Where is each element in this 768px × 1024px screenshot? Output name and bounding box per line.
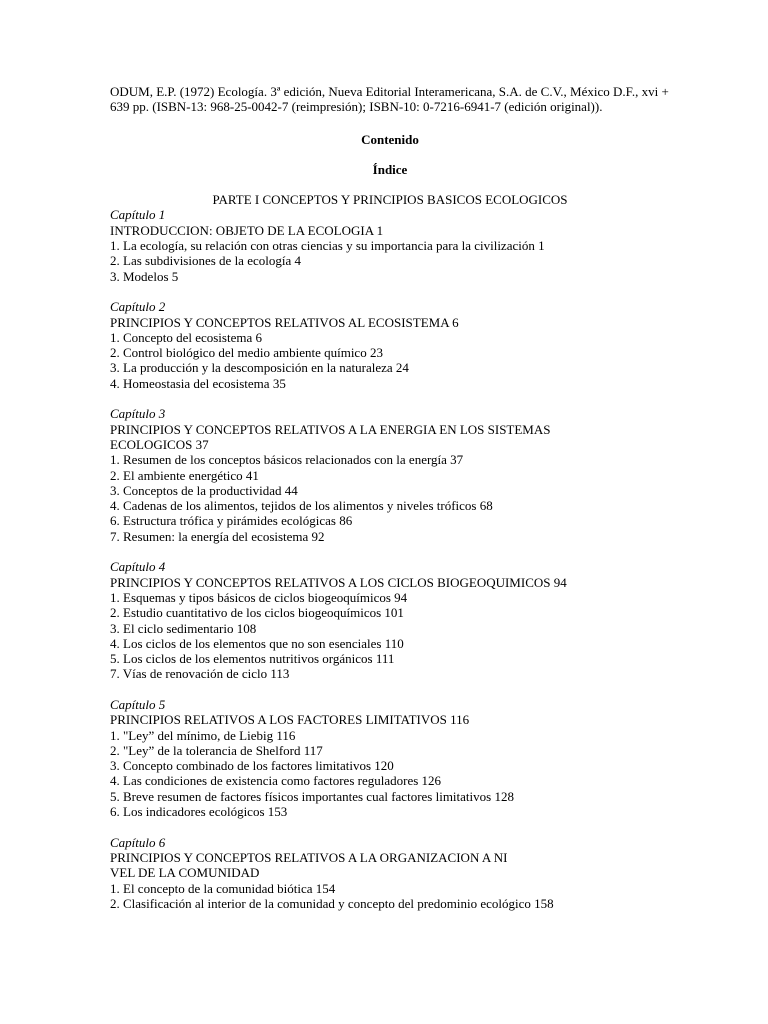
section-item: 5. Breve resumen de factores físicos importantes cual factores limitativos 128 [110, 788, 514, 804]
chapter-list [110, 207, 670, 911]
section-item: 4. Los ciclos de los elementos que no son esenciales 110 [110, 635, 404, 651]
section-item: 6. Estructura trófica y pirámides ecológicas 86 [110, 513, 353, 529]
chapter-title-line: PRINCIPIOS Y CONCEPTOS RELATIVOS AL ECOSISTEMA 6 [110, 314, 459, 330]
chapter-title [110, 575, 670, 590]
chapter-title [110, 850, 670, 881]
chapter-label: Capítulo 4 [110, 559, 166, 575]
chapter-title [110, 422, 670, 453]
chapter-block [110, 559, 670, 681]
chapter-title [110, 712, 670, 727]
chapter-block [110, 697, 670, 819]
section-list [110, 881, 670, 912]
section-list [110, 238, 670, 284]
section-item: 1. La ecología, su relación con otras ciencias y su importancia para la civilización 1 [110, 238, 545, 254]
chapter-title-line: VEL DE LA COMUNIDAD [110, 865, 260, 881]
section-item: 1. Esquemas y tipos básicos de ciclos biogeoquímicos 94 [110, 589, 408, 605]
chapter-label: Capítulo 6 [110, 834, 166, 850]
section-list [110, 330, 670, 391]
chapter-block [110, 835, 670, 911]
section-list [110, 728, 670, 820]
chapter-label: Capítulo 2 [110, 299, 166, 315]
contenido-heading: Contenido [361, 131, 419, 147]
bibliographic-reference: ODUM, E.P. (1972) Ecología. 3ª edición, Nueva Editorial Interamericana, S.A. de C.V., México D.F., xvi + 639 pp. (ISBN-13: 968-25-0042-7 (reimpresión); ISBN-10: 0-7216-6941-7 (edición original)). [110, 84, 669, 115]
section-item: 2. Control biológico del medio ambiente químico 23 [110, 345, 383, 361]
chapter-block [110, 299, 670, 391]
section-item: 2. Estudio cuantitativo de los ciclos biogeoquímicos 101 [110, 605, 404, 621]
document-page [110, 84, 670, 926]
section-item: 1. Resumen de los conceptos básicos relacionados con la energía 37 [110, 452, 464, 468]
section-list [110, 452, 670, 544]
chapter-block [110, 406, 670, 544]
chapter-title [110, 223, 670, 238]
section-item: 7. Vías de renovación de ciclo 113 [110, 666, 290, 682]
section-item: 4. Homeostasia del ecosistema 35 [110, 375, 286, 391]
section-item: 4. Cadenas de los alimentos, tejidos de los alimentos y niveles tróficos 68 [110, 498, 493, 514]
section-item: 2. Clasificación al interior de la comunidad y concepto del predominio ecológico 158 [110, 895, 554, 911]
chapter-label: Capítulo 3 [110, 406, 166, 422]
chapter-label: Capítulo 1 [110, 207, 166, 223]
section-item: 1. Concepto del ecosistema 6 [110, 329, 262, 345]
chapter-title-line: PRINCIPIOS Y CONCEPTOS RELATIVOS A LA ORGANIZACION A NI [110, 849, 508, 865]
section-item: 2. El ambiente energético 41 [110, 467, 259, 483]
chapter-title-line: PRINCIPIOS Y CONCEPTOS RELATIVOS A LA ENERGIA EN LOS SISTEMAS [110, 421, 551, 437]
section-item: 5. Los ciclos de los elementos nutritivos orgánicos 111 [110, 651, 395, 667]
chapter-title-line: ECOLOGICOS 37 [110, 436, 209, 452]
section-list [110, 590, 670, 682]
section-item: 1. El concepto de la comunidad biótica 154 [110, 880, 336, 896]
section-item: 3. Conceptos de la productividad 44 [110, 482, 298, 498]
section-item: 2. "Ley” de la tolerancia de Shelford 117 [110, 742, 323, 758]
section-item: 3. Modelos 5 [110, 268, 179, 284]
section-item: 7. Resumen: la energía del ecosistema 92 [110, 528, 325, 544]
section-item: 3. El ciclo sedimentario 108 [110, 620, 257, 636]
chapter-block [110, 207, 670, 283]
chapter-title [110, 315, 670, 330]
part-title: PARTE I CONCEPTOS Y PRINCIPIOS BASICOS ECOLOGICOS [212, 192, 568, 208]
chapter-label: Capítulo 5 [110, 696, 166, 712]
section-item: 3. La producción y la descomposición en la naturaleza 24 [110, 360, 409, 376]
section-item: 4. Las condiciones de existencia como factores reguladores 126 [110, 773, 442, 789]
section-item: 6. Los indicadores ecológicos 153 [110, 804, 288, 820]
section-item: 2. Las subdivisiones de la ecología 4 [110, 253, 301, 269]
indice-heading: Índice [372, 161, 408, 177]
chapter-title-line: PRINCIPIOS RELATIVOS A LOS FACTORES LIMITATIVOS 116 [110, 712, 470, 728]
section-item: 1. "Ley” del mínimo, de Liebig 116 [110, 727, 296, 743]
section-item: 3. Concepto combinado de los factores limitativos 120 [110, 758, 394, 774]
chapter-title-line: PRINCIPIOS Y CONCEPTOS RELATIVOS A LOS CICLOS BIOGEOQUIMICOS 94 [110, 574, 567, 590]
chapter-title-line: INTRODUCCION: OBJETO DE LA ECOLOGIA 1 [110, 222, 384, 238]
